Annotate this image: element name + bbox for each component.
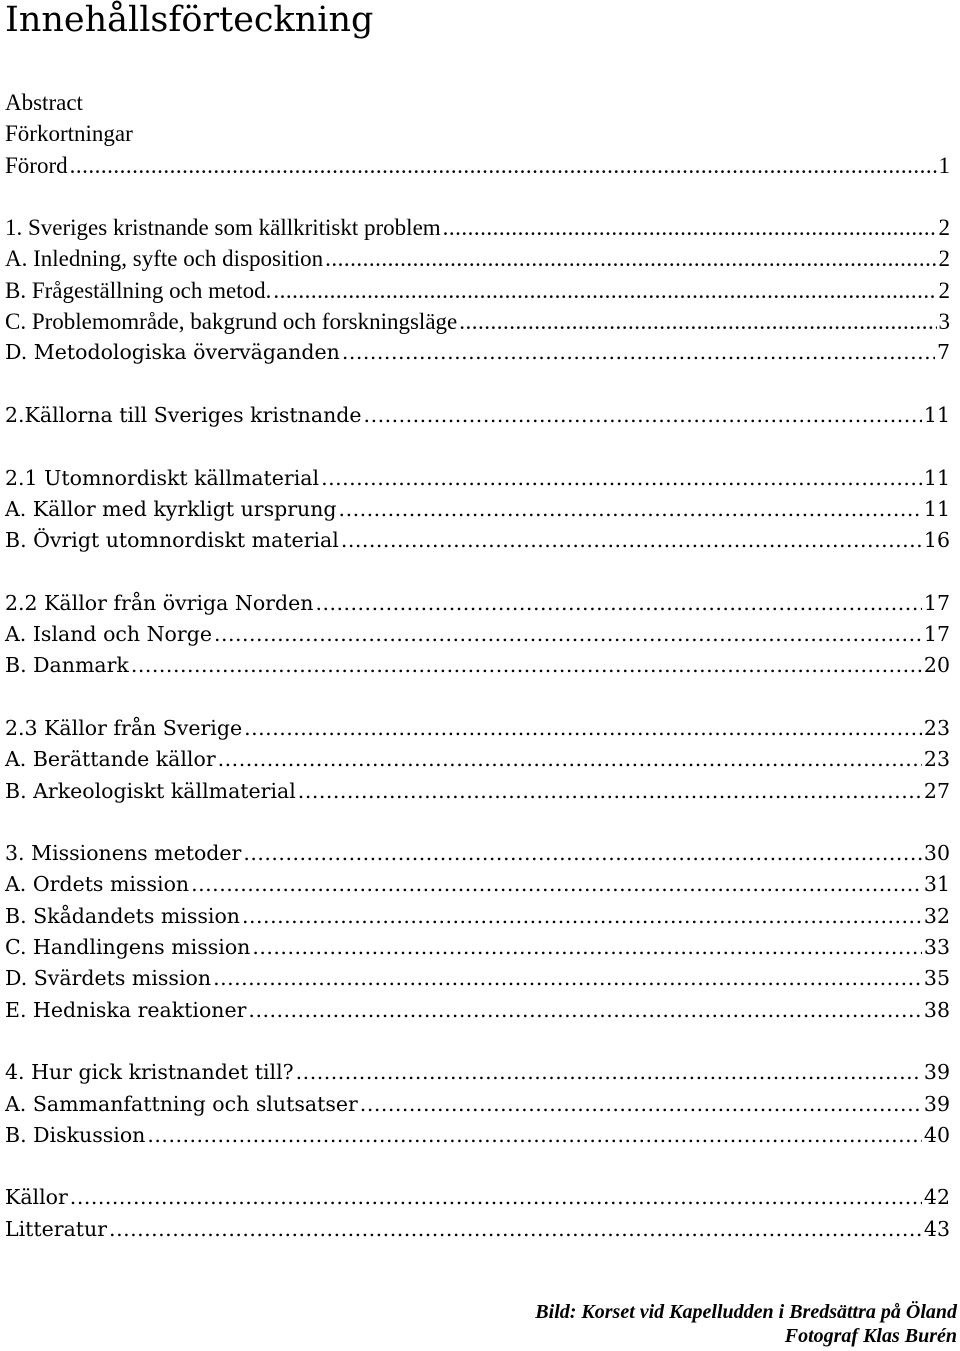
toc-page-number: 39 xyxy=(923,1091,950,1116)
toc-label: 2.3 Källor från Sverige xyxy=(5,715,243,740)
toc-entry xyxy=(5,650,950,681)
dot-leader xyxy=(214,619,922,650)
dot-leader xyxy=(70,1182,922,1213)
dot-leader xyxy=(341,525,922,556)
toc-entry xyxy=(5,744,950,775)
toc-label: 3. Missionens metoder xyxy=(5,841,242,866)
toc-label: A. Inledning, syfte och disposition xyxy=(5,246,324,272)
toc-page-number: 23 xyxy=(923,747,950,772)
toc-entry-forkortningar xyxy=(5,118,950,149)
toc-label: B. Diskussion xyxy=(5,1122,146,1147)
toc-page-number: 17 xyxy=(923,622,950,647)
toc-page-number: 11 xyxy=(923,465,950,490)
toc-label: A. Berättande källor xyxy=(5,747,216,772)
toc-label: E. Hedniska reaktioner xyxy=(5,997,247,1022)
toc-page-number: 43 xyxy=(923,1216,950,1241)
toc-entry xyxy=(5,838,950,869)
toc-label: B. Övrigt utomnordiskt material xyxy=(5,528,339,553)
toc-entry xyxy=(5,337,950,368)
dot-leader xyxy=(321,463,922,494)
toc-entry xyxy=(5,588,950,619)
toc-label: 2.Källorna till Sveriges kristnande xyxy=(5,402,362,427)
toc-page-number: 40 xyxy=(923,1122,950,1147)
page-title: Innehållsförteckning xyxy=(5,0,374,40)
toc-label: A. Sammanfattning och slutsatser xyxy=(5,1091,358,1116)
toc-entry xyxy=(5,776,950,807)
table-of-contents xyxy=(5,87,950,1245)
photographer-credit: Fotograf Klas Burén xyxy=(784,1325,957,1347)
dot-leader xyxy=(459,306,936,337)
dot-leader xyxy=(342,337,935,368)
toc-label: Litteratur xyxy=(5,1216,108,1241)
toc-label: A. Ordets mission xyxy=(5,872,190,897)
toc-entry xyxy=(5,150,950,181)
toc-page-number: 30 xyxy=(923,841,950,866)
toc-entry xyxy=(5,713,950,744)
dot-leader xyxy=(443,212,937,243)
toc-label: D. Metodologiska överväganden xyxy=(5,340,340,365)
toc-entry xyxy=(5,400,950,431)
toc-label: 1. Sveriges kristnande som källkritiskt problem xyxy=(5,215,441,241)
image-caption: Bild: Korset vid Kapelludden i Bredsättra på Öland xyxy=(535,1301,957,1323)
toc-entry xyxy=(5,963,950,994)
toc-label: B. Arkeologiskt källmaterial xyxy=(5,778,296,803)
toc-entry-abstract xyxy=(5,87,950,118)
dot-leader xyxy=(218,744,922,775)
toc-entry xyxy=(5,619,950,650)
toc-entry xyxy=(5,212,950,243)
toc-entry xyxy=(5,275,950,306)
dot-leader xyxy=(109,1214,922,1245)
toc-page-number: 35 xyxy=(923,966,950,991)
dot-leader xyxy=(213,963,922,994)
dot-leader xyxy=(364,400,922,431)
toc-page-number: 2 xyxy=(938,215,950,241)
toc-label: A. Island och Norge xyxy=(5,622,212,647)
toc-entry xyxy=(5,1120,950,1151)
toc-entry xyxy=(5,932,950,963)
toc-entry xyxy=(5,525,950,556)
toc-entry xyxy=(5,869,950,900)
dot-leader xyxy=(248,995,921,1026)
toc-entry xyxy=(5,901,950,932)
dot-leader xyxy=(191,869,922,900)
toc-label: Förord xyxy=(5,152,68,178)
dot-leader xyxy=(315,588,921,619)
toc-page-number: 11 xyxy=(923,496,950,521)
toc-page-number: 32 xyxy=(923,903,950,928)
toc-page-number: 31 xyxy=(923,872,950,897)
toc-label: Källor xyxy=(5,1185,68,1210)
dot-leader xyxy=(360,1089,922,1120)
dot-leader xyxy=(242,901,922,932)
toc-label: 2.1 Utomnordiskt källmaterial xyxy=(5,465,320,490)
toc-label: A. Källor med kyrkligt ursprung xyxy=(5,496,337,521)
toc-label: 4. Hur gick kristnandet till? xyxy=(5,1060,294,1085)
dot-leader xyxy=(252,932,922,963)
toc-entry xyxy=(5,1214,950,1245)
toc-entry xyxy=(5,1089,950,1120)
toc-page-number: 27 xyxy=(923,778,950,803)
toc-entry xyxy=(5,1182,950,1213)
toc-entry xyxy=(5,463,950,494)
toc-label: B. Skådandets mission xyxy=(5,903,240,928)
toc-entry xyxy=(5,1057,950,1088)
dot-leader xyxy=(244,713,922,744)
toc-page-number: 23 xyxy=(923,715,950,740)
toc-page-number: 7 xyxy=(936,340,950,365)
dot-leader xyxy=(296,1057,922,1088)
dot-leader xyxy=(298,776,922,807)
dot-leader xyxy=(339,494,922,525)
dot-leader xyxy=(147,1120,922,1151)
toc-page-number: 3 xyxy=(938,309,950,335)
toc-label: B. Frågeställning och metod. xyxy=(5,277,272,303)
dot-leader xyxy=(325,243,936,274)
toc-page-number: 42 xyxy=(923,1185,950,1210)
toc-page-number: 16 xyxy=(923,528,950,553)
toc-page-number: 20 xyxy=(923,653,950,678)
dot-leader xyxy=(70,150,937,181)
toc-label: C. Problemområde, bakgrund och forskningsläge xyxy=(5,309,458,335)
dot-leader xyxy=(243,838,922,869)
toc-label: D. Svärdets mission xyxy=(5,966,212,991)
toc-page-number: 39 xyxy=(923,1060,950,1085)
toc-label: C. Handlingens mission xyxy=(5,935,251,960)
toc-entry xyxy=(5,494,950,525)
toc-entry xyxy=(5,995,950,1026)
toc-label: 2.2 Källor från övriga Norden xyxy=(5,590,314,615)
toc-label: B. Danmark xyxy=(5,653,129,678)
toc-page-number: 2 xyxy=(938,246,950,272)
toc-label: Abstract xyxy=(5,90,83,115)
toc-page-number: 33 xyxy=(923,935,950,960)
toc-page-number: 38 xyxy=(923,997,950,1022)
toc-entry xyxy=(5,243,950,274)
toc-page-number: 11 xyxy=(923,402,950,427)
dot-leader xyxy=(131,650,922,681)
toc-page-number: 1 xyxy=(938,152,950,178)
toc-label: Förkortningar xyxy=(5,121,133,147)
toc-entry xyxy=(5,306,950,337)
toc-page-number: 2 xyxy=(938,277,950,303)
toc-page-number: 17 xyxy=(923,590,950,615)
dot-leader xyxy=(273,275,936,306)
